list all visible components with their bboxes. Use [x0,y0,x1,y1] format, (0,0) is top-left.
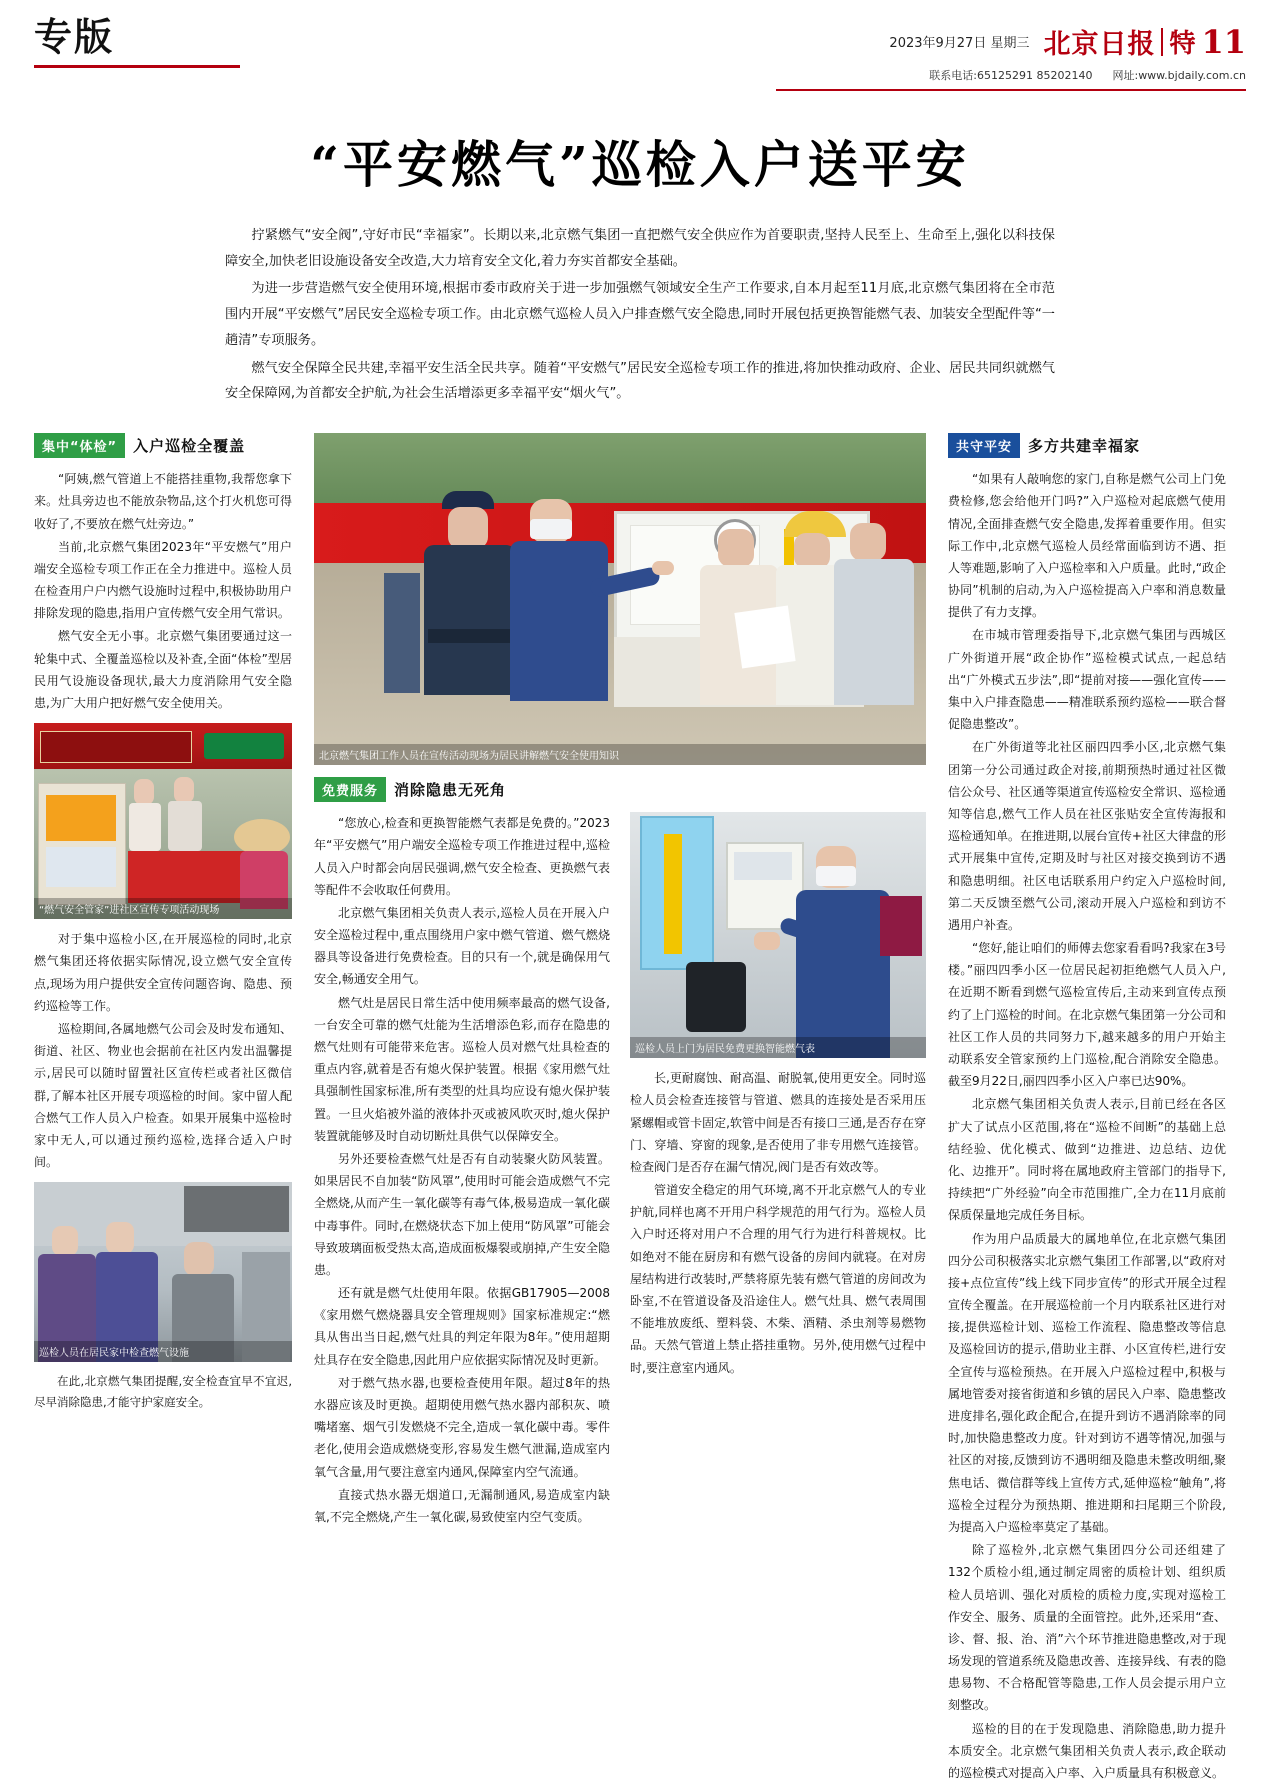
article-columns [34,433,1246,1785]
lead-p3: 燃气安全保障全民共建,幸福平安生活全民共享。随着“平安燃气”居民安全巡检专项工作的推进,将加快推动政府、企业、居民共同织就燃气安全保障网,为首都安全护航,为社会生活增添更多幸福平安“烟火气”。 [225,360,1055,402]
section-title-left: 入户巡检全覆盖 [133,437,246,456]
photo-caption-2: 巡检人员在居民家中检查燃气设施 [34,1341,292,1362]
lead-paragraphs [225,223,1055,407]
left-p4: 对于集中巡检小区,在开展巡检的同时,北京燃气集团还将依据实际情况,设立燃气安全宣传点,现场为用户提供安全宣传问题咨询、隐患、预约巡检等工作。 [34,932,292,1013]
photo-main-event [314,433,926,765]
column-middle [314,433,926,1529]
section-tag-right: 共守平安 [948,433,1020,458]
right-p1: “如果有人敲响您的家门,自称是燃气公司上门免费检修,您会给他开门吗?”入户巡检对起底燃气使用情况,全面排查燃气安全隐患,发挥着重要作用。但实际工作中,北京燃气巡检人员经常面临到访不遇、拒人等难题,影响了入户巡检率和入户质量。此时,“政企协同”机制的启动,为入户巡检提高入户率和消息数量提供了有力支撑。 [948,472,1226,620]
mid-p6: 对于燃气热水器,也要检查使用年限。超过8年的热水器应该及时更换。超期使用燃气热水器内部积灰、喷嘴堵塞、烟气引发燃烧不完全,造成一氧化碳中毒。零件老化,使用会造成燃烧变形,容易发生燃气泄漏,造成室内氧气含量,用气要注意室内通风,保障室内空气流通。 [314,1375,610,1479]
masthead [34,0,1246,91]
right-p3: 在广外街道等北社区丽四四季小区,北京燃气集团第一分公司通过政企对接,前期预热时通过社区微信公众号、社区通等渠道宣传巡检安全常识、巡检通知等信息,燃气工作人员在社区张贴安全宣传海报和巡检通知单。在推进期,以展台宣传+社区大律盘的形式开展集中宣传,定期及时与社区对接交换到访不遇和隐患明细。社区电话联系用户约定入户巡检时间,第二天反馈至燃气公司,滚动开展入户巡检和到访不遇用户补查。 [948,740,1226,932]
contact-phone: 联系电话:65125291 85202140 [929,69,1093,82]
mid-p4: 另外还要检查燃气灶是否有自动装聚火防风装置。如果居民不自加装“防风罩”,使用时可能会造成燃气不完全燃烧,从而产生一氧化碳等有毒气体,极易造成一氧化碳中毒事件。同时,在燃烧状态下加上使用“防风罩”可能会导致玻璃面板受热太高,造成面板爆裂或崩掉,产生安全隐患。 [314,1151,610,1277]
mid-p7: 直接式热水器无烟道口,无漏制通风,易造成室内缺氧,不完全燃烧,产生一氧化碳,易致使室内空气变质。 [314,1487,610,1524]
left-body-top [34,468,292,714]
photo-caption-main: 北京燃气集团工作人员在宣传活动现场为居民讲解燃气安全使用知识 [314,744,926,765]
section-heading-middle [314,777,926,802]
middle-col-a [314,812,610,1529]
left-p1: “阿姨,燃气管道上不能搭挂重物,我帮您拿下来。灶具旁边也不能放杂物品,这个打火机您可得收好了,不要放在燃气灶旁边。” [34,472,292,531]
middle-two-col [314,812,926,1529]
website-url[interactable]: 网址:www.bjdaily.com.cn [1112,69,1246,82]
mid-p1: “您放心,检查和更换智能燃气表都是免费的。”2023年“平安燃气”用户端安全巡检专项工作推进过程中,巡检人员入户时都会向居民强调,燃气安全检查、更换燃气表等配件不会收取任何费用。 [314,816,610,897]
midr-p2: 管道安全稳定的用气环境,离不开北京燃气人的专业护航,同样也离不开用户科学规范的用气行为。巡检人员入户时还将对用户不合理的用气行为进行科普规权。比如绝对不能在厨房和有燃气设备的房间内就寝。在对房屋结构进行改装时,严禁将原先装有燃气管道的房间改为卧室,不在管道设备及沿途住人。燃气灶具、燃气表周围不能堆放废纸、塑料袋、木柴、酒精、杀虫剂等易燃物品。天然气管道上禁止搭挂重物。另外,使用燃气过程中时,要注意室内通风。 [630,1183,926,1375]
section-title: 专版 [34,14,115,59]
brand-page-label: 特 [1169,29,1196,59]
section-heading-left [34,433,292,458]
brand-separator [1161,28,1163,56]
left-body-mid [34,928,292,1173]
section-tag-middle: 免费服务 [314,777,386,802]
masthead-rule [34,65,240,68]
middle-col-b-text [630,1067,926,1379]
photo-meter-replacement [630,812,926,1058]
midr-p1: 长,更耐腐蚀、耐高温、耐脱氧,使用更安全。同时巡检人员会检查连接管与管道、燃具的连接处是否采用压紧螺帽或管卡固定,软管中间是否有接口三通,是否存在穿门、穿墙、穿窗的现象,是否使用了非专用燃气连接管。检查阀门是否存在漏气情况,阀门是否有效改等。 [630,1071,926,1174]
middle-col-b [630,812,926,1380]
publication-date: 2023年9月27日 星期三 [889,36,1030,51]
mid-p2: 北京燃气集团相关负责人表示,巡检人员在开展入户安全巡检过程中,重点围绕用户家中燃气管道、燃气燃烧器具等设备进行免费检查。目的只有一个,就是确保用气安全,畅通安全用气。 [314,905,610,987]
brand-page-number: 11 [1201,22,1246,61]
brand-name: 北京日报 [1043,29,1156,60]
masthead-left [34,14,240,68]
section-heading-right [948,433,1226,458]
photo-caption-1: “燃气安全管家”进社区宣传专项活动现场 [34,898,292,919]
masthead-thin-rule [776,89,1246,91]
masthead-top-row [889,22,1246,61]
lead-p1: 拧紧燃气“安全阀”,守好市民“幸福家”。长期以来,北京燃气集团一直把燃气安全供应作为首要职责,坚持人民至上、生命至上,强化以科技保障安全,加快老旧设施设备安全改造,大力培育安全文化,着力夯实首都安全基础。 [225,228,1055,269]
photo-community-event [34,723,292,919]
column-left [34,433,292,1414]
column-right [948,433,1226,1785]
left-footnote-text: 在此,北京燃气集团提醒,安全检查宜早不宜迟,尽早消除隐患,才能守护家庭安全。 [34,1374,292,1409]
right-p2: 在市城市管理委指导下,北京燃气集团与西城区广外街道开展“政企协作”巡检模式试点,一起总结出“广外模式五步法”,即“提前对接——强化宣传——集中入户排查隐患——精准联系预约巡检——联合督促隐患整改”。 [948,628,1226,732]
mid-p5: 还有就是燃气灶使用年限。依据GB17905—2008《家用燃气燃烧器具安全管理规则》国家标准规定:“燃具从售出当日起,燃气灶具的判定年限为8年。”使用超期灶具存在安全隐患,因此用户应依据实际情况及时更新。 [314,1286,610,1367]
page-headline: “平安燃气”巡检入户送平安 [310,135,970,194]
right-p7: 除了巡检外,北京燃气集团四分公司还组建了132个质检小组,通过制定周密的质检计划、组织质检人员培训、强化对质检的质检力度,实现对巡检工作安全、服务、质量的全面管控。此外,还采用“查、诊、督、报、治、消”六个环节推进隐患整改,对于现场发现的管道系统及隐患改善、连接异线、有表的隐患易物、不合格配管等隐患,工作人员会提示用户立刻整改。 [948,1543,1226,1713]
right-p8: 巡检的目的在于发现隐患、消除隐患,助力提升本质安全。北京燃气集团相关负责人表示,政企联动的巡检模式对提高入户率、入户质量具有积极意义。 [948,1721,1226,1781]
right-body [948,468,1226,1784]
mid-p3: 燃气灶是居民日常生活中使用频率最高的燃气设备,一台安全可靠的燃气灶能为生活增添色彩,而存在隐患的燃气灶则有可能带来危害。巡检人员对燃气灶具检查的重点内容,就着是否有熄火保护装置。根据《家用燃气灶具强制性国家标准,所有类型的灶具均应设有熄火保护装置。一旦火焰被外溢的液体扑灭或被风吹灭时,熄火保护装置就能够及时自动切断灶具供气以保障安全。 [314,995,610,1143]
photo-home-inspection [34,1182,292,1362]
right-p5: 北京燃气集团相关负责人表示,目前已经在各区扩大了试点小区范围,将在“巡检不间断”的基础上总结经验、优化模式、做到“边推进、边总结、边优化、边推开”。同时将在属地政府主管部门的指导下,持续把“广外经验”向全市范围推广,全力在11月底前保质保量地完成任务目标。 [948,1097,1226,1223]
left-p2: 当前,北京燃气集团2023年“平安燃气”用户端安全巡检专项工作正在全力推进中。巡检人员在检查用户户内燃气设施时过程中,积极协助用户排除发现的隐患,指用户宣传燃气安全用气常识。 [34,539,292,621]
photo-scene-1 [34,723,292,919]
masthead-right [776,18,1246,91]
section-title-middle: 消除隐患无死角 [394,781,507,800]
section-tag-left: 集中“体检” [34,433,125,458]
photo-scene-main [314,433,926,765]
photo-scene-meter [630,812,926,1058]
left-p3: 燃气安全无小事。北京燃气集团要通过这一轮集中式、全覆盖巡检以及补查,全面“体检”型居民用气设施设备现状,最大力度消除用气安全隐患,为广大用户把好燃气安全使用关。 [34,629,292,711]
photo-caption-meter: 巡检人员上门为居民免费更换智能燃气表 [630,1037,926,1058]
left-footnote [34,1371,292,1412]
masthead-contact-row [929,67,1246,83]
brand-block [1043,22,1246,61]
right-p6: 作为用户品质最大的属地单位,在北京燃气集团四分公司积极落实北京燃气集团工作部署,以“政府对接+点位宣传”线上线下同步宣传”的形式开展全过程宣传全覆盖。在开展巡检前一个月内联系社区进行对接,提供巡检计划、巡检工作流程、隐患整改等信息及巡检回访的提示,借助业主群、小区宣传栏,进行安全宣传与巡检预热。在开展入户巡检过程中,积极与属地管委对接省街道和乡镇的居民入户率、隐患整改进度排名,强化政企配合,在提升到访不遇消除率的同时,加快隐患整改力度。针对到访不遇等情况,加强与社区的对接,反馈到访不遇明细及隐患未整改明细,聚焦电话、微信群等线上宣传方式,延伸巡检“触角”,将巡检全过程分为预热期、推进期和扫尾期三个阶段,为提高入户巡检率莫定了基础。 [948,1231,1226,1534]
left-p5: 巡检期间,各属地燃气公司会及时发布通知、街道、社区、物业也会据前在社区内发出温馨提示,居民可以随时留置社区宣传栏或者社区微信群,了解本社区开展专项巡检的时间。家中留人配合燃气工作人员入户检查。如果开展集中巡检时家中无人,可以通过预约巡检,选择合适入户时间。 [34,1021,292,1170]
photo-scene-2 [34,1182,292,1362]
section-title-right: 多方共建幸福家 [1028,437,1141,456]
right-p4: “您好,能让咱们的师傅去您家看看吗?我家在3号楼。”丽四四季小区一位居民起初拒绝燃气人员入户,在近期不断看到燃气巡检宣传后,主动来到宣传点预约了上门巡检的时间。在北京燃气集团第一分公司和社区工作人员的共同努力下,越来越多的用户开始主动联系安全管家预约上门巡检,配合消除安全隐患。截至9月22日,丽四四季小区入户率已达90%。 [948,941,1226,1089]
lead-p2: 为进一步营造燃气安全使用环境,根据市委市政府关于进一步加强燃气领域安全生产工作要求,自本月起至11月底,北京燃气集团将在全市范围内开展“平安燃气”居民安全巡检专项工作。由北京燃气巡检人员入户排查燃气安全隐患,同时开展包括更换智能燃气表、加装安全型配件等“一趟清”专项服务。 [225,281,1055,348]
